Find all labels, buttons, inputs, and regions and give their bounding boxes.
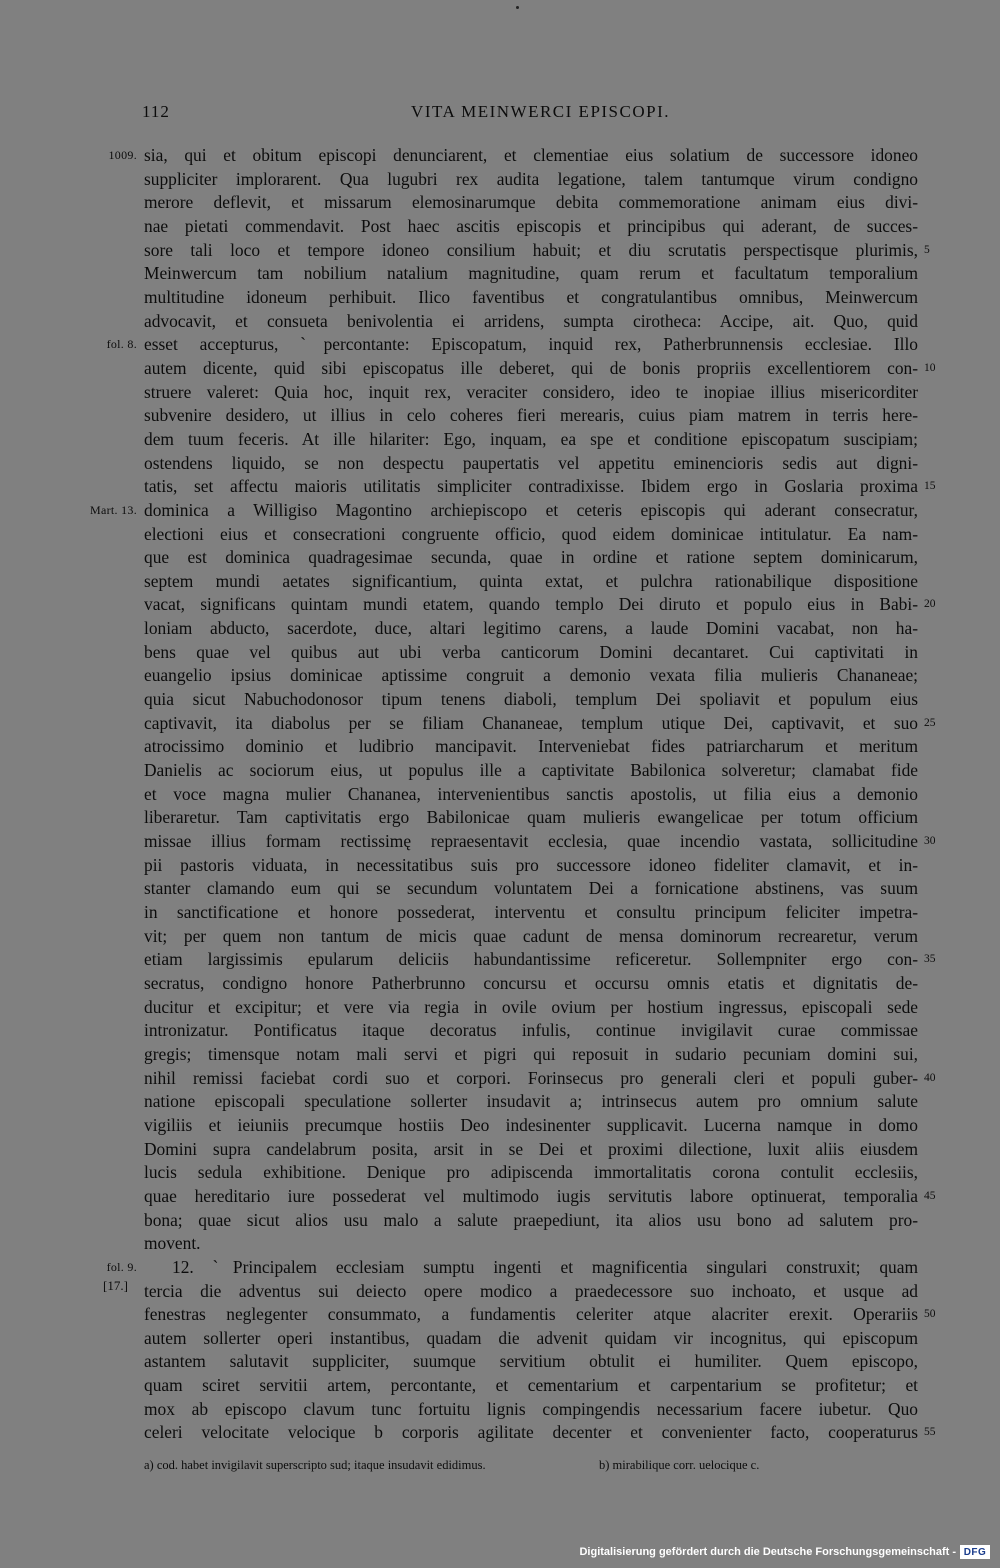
text-line: [0, 1374, 1000, 1398]
line-text: que est dominica quadragesimae secunda, quae in ordine et ratione septem dominicarum,: [144, 547, 918, 568]
text-line: [0, 452, 1000, 476]
line-text: euangelio ipsius dominicae aptissime congruit a demonio vexata filia mulieris Chananeae;: [144, 665, 918, 686]
line-text: atrocissimo dominio et ludibrio mancipavit. Interveniebat fides patriarcharum et meritum: [144, 736, 918, 757]
text-line: [0, 546, 1000, 570]
text-line: [0, 475, 1000, 499]
text-line: [0, 1209, 1000, 1233]
text-line: [0, 877, 1000, 901]
line-text: bona; quae sicut alios usu malo a salute praepediunt, ita alios usu bono ad salutem pro-: [144, 1209, 918, 1230]
dfg-logo[interactable]: DFG: [960, 1545, 990, 1559]
page-header: [142, 102, 670, 128]
line-text: electioni eius et consecrationi congruente officio, quod eidem dominicae intitulatur. Ea nam-: [144, 523, 918, 544]
text-line: [0, 144, 1000, 168]
line-text: loniam abducto, sacerdote, duce, altari legitimo carens, a laude Domini vacabat, non ha-: [144, 618, 918, 639]
text-line: [0, 593, 1000, 617]
line-text: multitudine idoneum perhibuit. Ilico faventibus et congratulantibus omnibus, Meinwercum: [144, 286, 918, 307]
line-text: quam sciret servitii artem, percontante, et cementarium et carpentarium se profitetur; et: [144, 1375, 918, 1396]
line-text: etiam largissimis epularum deliciis habundantissime reficeretur. Sollempniter ergo con-: [144, 949, 918, 970]
footnotes: [144, 1458, 918, 1473]
line-text: stanter clamando eum qui se secundum voluntatem Dei a fornicatione abstinens, vas suum: [144, 878, 918, 899]
text-line: [0, 1256, 1000, 1280]
text-line: [0, 215, 1000, 239]
text-line: [0, 830, 1000, 854]
line-text: Domini supra candelabrum posita, arsit in se Dei et proximi dilectione, luxit aliis eiusdem: [144, 1138, 918, 1159]
line-number: 40: [924, 1071, 936, 1084]
line-text: sia, qui et obitum episcopi denunciarent, et clementiae eius solatium de successore idoneo: [144, 145, 918, 165]
text-line: [0, 1398, 1000, 1422]
line-number: 45: [924, 1189, 936, 1202]
text-line: [0, 1327, 1000, 1351]
margin-note-left: fol. 8.: [106, 337, 137, 352]
text-line: [0, 688, 1000, 712]
line-text: esset accepturus, ˋpercontante: Episcopatum, inquid rex, Patherbrunnensis ecclesiae. Illo: [144, 334, 918, 355]
line-number: 5: [924, 243, 930, 256]
text-line: [0, 570, 1000, 594]
text-line: [0, 664, 1000, 688]
footnote-b: b) mirabilique corr. uelocique c.: [599, 1458, 760, 1472]
text-line: [0, 1114, 1000, 1138]
text-line: [0, 239, 1000, 263]
margin-note-left: 1009.: [108, 148, 137, 162]
line-text: ostendens liquido, se non despectu paupertatis vel appetitu eminencioris sedis aut digni-: [144, 452, 918, 473]
text-line: [0, 925, 1000, 949]
text-line: [0, 1185, 1000, 1209]
line-text: ducitur et excipitur; et vere via regia in ovile ovium per hostium ingressus, episcopali sede: [144, 996, 918, 1017]
line-text: et voce magna mulier Chananea, intervenientibus sanctis apostolis, ut filia eius a demonio: [144, 783, 918, 804]
line-text: 12. ˋPrincipalem ecclesiam sumptu ingenti et magnificentia singulari construxit; quam: [172, 1256, 918, 1277]
line-text: secratus, condigno honore Patherbrunno concursu et occursu omnis etatis et dignitatis de-: [144, 972, 918, 993]
line-text: gregis; timensque notam mali servi et pigri qui reposuit in sudario pecuniam domini sui,: [144, 1043, 918, 1064]
line-text: suppliciter implorarent. Qua lugubri rex audita legatione, talem tantumque virum condigno: [144, 168, 918, 189]
line-text: nae pietati commendavit. Post haec ascitis episcopis et principibus qui aderant, de succes-: [144, 215, 918, 236]
line-text: Danielis ac sociorum eius, ut populus ille a captivitate Babilonica solveretur; clamabat fide: [144, 760, 918, 781]
line-text: intronizatur. Pontificatus itaque decoratus infulis, continue invigilavit curae commissae: [144, 1020, 918, 1041]
line-text: astantem salutavit suppliciter, suumque servitium obtulit ei humiliter. Quem episcopo,: [144, 1351, 918, 1372]
text-line: [0, 783, 1000, 807]
text-line: [0, 357, 1000, 381]
line-text: bens quae vel quibus aut ubi verba canticorum Domini decantaret. Cui captivitati in: [144, 641, 918, 662]
line-text: liberaretur. Tam captivitatis ergo Babilonicae quam mulieris ewangelicae per totum officium: [144, 807, 918, 828]
line-text: natione episcopali speculatione sollerter insudavit a; intrinsecus autem pro omnium salute: [144, 1091, 918, 1112]
line-number: 55: [924, 1426, 936, 1439]
scan-speck: [516, 6, 519, 9]
text-line: [0, 1350, 1000, 1374]
line-text: vacat, significans quintam mundi etatem, quando templo Dei diruto et populo eius in Babi-: [144, 594, 918, 615]
line-text: Meinwercum tam nobilium natalium magnitudine, quam rerum et facultatum temporalium: [144, 263, 918, 284]
text-line: [0, 617, 1000, 641]
line-text: celeri velocitate velocique b corporis agilitate decenter et convenienter facto, cooperaturus: [144, 1422, 918, 1443]
line-text: struere valeret: Quia hoc, inquit rex, veraciter considero, ideo te inopiae illius misericorditer: [144, 381, 918, 402]
line-number: 35: [924, 953, 936, 966]
text-line: [0, 712, 1000, 736]
text-line: [0, 1019, 1000, 1043]
text-line: [0, 499, 1000, 523]
text-line: [0, 168, 1000, 192]
line-text: dem tuum feceris. At ille hilariter: Ego, inquam, ea spe et conditione episcopatum suscipiam;: [144, 428, 918, 449]
line-text: septem mundi aetates significantium, quinta extat, et pulchra rationabilique dispositione: [144, 570, 918, 591]
line-text: vit; per quem non tantum de micis quae cadunt de mensa dominorum recrearetur, verum: [144, 925, 918, 946]
text-line: [0, 901, 1000, 925]
running-title: VITA MEINWERCI EPISCOPI.: [411, 102, 670, 121]
text-line: [0, 1067, 1000, 1091]
line-text: tercia die adventus sui deiecto opere modico a praedecessore suo inchoato, et usque ad: [144, 1280, 918, 1301]
line-number: 20: [924, 598, 936, 611]
text-line: [0, 523, 1000, 547]
text-line: [0, 333, 1000, 357]
line-text: missae illius formam rectissimę repraesentavit ecclesia, quae incendio vastata, sollicitudine: [144, 831, 918, 852]
text-line: [0, 972, 1000, 996]
text-line: [0, 854, 1000, 878]
text-line: [0, 428, 1000, 452]
line-number: 10: [924, 361, 936, 374]
text-line: [0, 641, 1000, 665]
line-number: 25: [924, 716, 936, 729]
footnote-a: a) cod. habet invigilavit superscripto sud; itaque insudavit edidimus.: [144, 1458, 486, 1472]
line-text: vigiliis et ieiuniis precumque hostiis Deo indesinenter supplicavit. Lucerna namque in domo: [144, 1114, 918, 1135]
text-line: [0, 1421, 1000, 1445]
line-text: advocavit, et consueta benivolentia ei arridens, sumpta cirotheca: Accipe, ait. Quo, quid: [144, 310, 918, 331]
line-number: 50: [924, 1308, 936, 1321]
line-text: dominica a Willigiso Magontino archiepiscopo et ceteris episcopis qui aderant consecratur,: [144, 499, 918, 520]
line-text: lucis sedula exhibitione. Denique pro adipiscenda immortalitatis corona contulit ecclesiis,: [144, 1162, 918, 1183]
folio-bracket-note: [17.]: [103, 1278, 128, 1293]
body-text: [0, 144, 1000, 1445]
text-line: [0, 759, 1000, 783]
margin-note-left: Mart. 13.: [89, 502, 137, 517]
line-text: merore deflevit, et missarum elemosinarumque debita commemoratione animam eius divi-: [144, 192, 918, 213]
footer-credit-text: Digitalisierung gefördert durch die Deutsche Forschungsgemeinschaft -: [579, 1546, 956, 1558]
margin-note-left: fol. 9.: [106, 1259, 137, 1274]
text-line: [0, 1280, 1000, 1304]
text-line: [0, 286, 1000, 310]
line-text: mox ab episcopo clavum tunc fortuitu lignis compingendis necessarium facere iubetur. Quo: [144, 1398, 918, 1419]
footer-credit-bar: [579, 1544, 990, 1560]
line-text: captivavit, ita diabolus per se filiam Chananeae, templum utique Dei, captivavit, et suo: [144, 712, 918, 733]
line-text: quia sicut Nabuchodonosor tipum tenens diaboli, templum Dei spoliavit et populum eius: [144, 689, 918, 710]
text-line: [0, 1161, 1000, 1185]
line-text: nihil remissi faciebat cordi suo et corpori. Forinsecus pro generali cleri et populi guber-: [144, 1067, 918, 1088]
line-text: movent.: [144, 1233, 201, 1254]
text-line: [0, 806, 1000, 830]
text-line: [0, 381, 1000, 405]
text-line: [0, 191, 1000, 215]
line-text: sore tali loco et tempore idoneo consilium habuit; et diu scrutatis perspectisque plurimis,: [144, 239, 918, 260]
line-text: in sanctificatione et honore possederat, interventu et consultu principum feliciter impetra-: [144, 902, 918, 922]
line-text: pii pastoris viduata, in necessitatibus suis pro successore idoneo fideliter clamavit, et in-: [144, 854, 918, 875]
line-text: tatis, set affectu maioris utilitatis simpliciter contradixisse. Ibidem ergo in Goslaria proxima: [144, 476, 918, 497]
text-line: [0, 404, 1000, 428]
line-text: subvenire desidero, ut illius in celo coheres fieri merearis, cuius piam matrem in terris here-: [144, 405, 918, 426]
line-text: autem dicente, quid sibi episcopatus ille deberet, qui de bonis propriis excellentiorem con-: [144, 357, 918, 378]
text-line: [0, 948, 1000, 972]
text-line: [0, 310, 1000, 334]
text-line: [0, 735, 1000, 759]
text-line: [0, 1138, 1000, 1162]
text-line: [0, 1043, 1000, 1067]
text-line: [0, 1303, 1000, 1327]
line-number: 15: [924, 480, 936, 493]
line-text: quae hereditario iure possederat vel multimodo iugis servitutis labore optinuerat, temporalia: [144, 1185, 918, 1206]
line-text: autem sollerter operi instantibus, quadam die advenit quidam vir incognitus, qui episcopum: [144, 1327, 918, 1348]
line-number: 30: [924, 835, 936, 848]
text-line: [0, 996, 1000, 1020]
text-line: [0, 1232, 1000, 1256]
page-number: 112: [142, 102, 170, 121]
text-line: [0, 262, 1000, 286]
text-line: [0, 1090, 1000, 1114]
line-text: fenestras neglegenter consummato, a fundamentis celeriter atque alacriter erexit. Operariis: [144, 1304, 918, 1325]
